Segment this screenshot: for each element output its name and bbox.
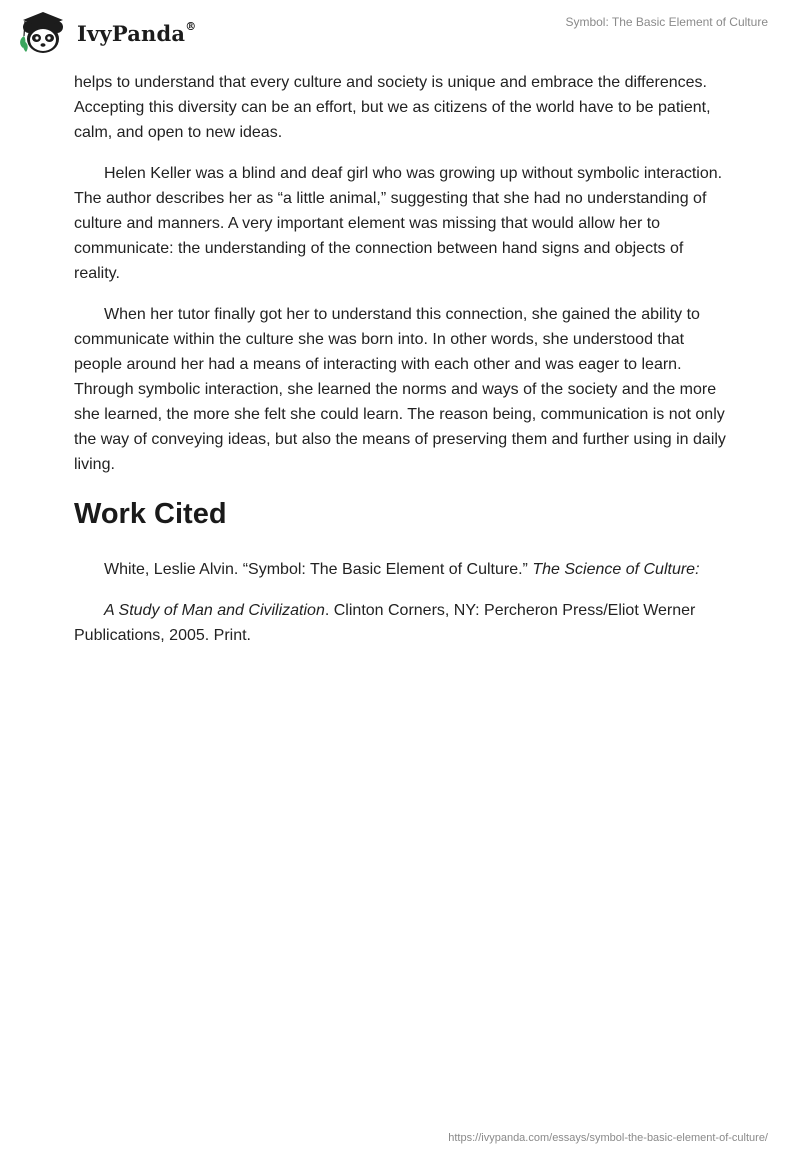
document-title: Symbol: The Basic Element of Culture	[565, 15, 768, 29]
page-header	[0, 0, 800, 62]
brand-name: IvyPanda®	[77, 19, 197, 46]
panda-graduation-cap-icon	[15, 8, 71, 56]
citation-part-2	[74, 598, 730, 648]
citation-2-text: . Clinton Corners, NY: Percheron Press/Eliot Werner Publications, 2005. Print.	[74, 602, 696, 644]
citation-2-italic: A Study of Man and Civilization	[104, 602, 325, 619]
paragraph-3: When her tutor finally got her to understand this connection, she gained the ability to communicate within the culture she was born into. In other words, she understood that people around her had a means of interacting with each other and was eager to learn. Through symbolic interaction, she learned the norms and ways of the society and the more she learned, the more she felt she could learn. The reason being, communication is not only the way of conveying ideas, but also the means of preserving them and further using in daily living.	[74, 306, 726, 473]
citation-part-1	[74, 557, 730, 582]
essay-content	[74, 70, 730, 664]
source-url-link[interactable]: https://ivypanda.com/essays/symbol-the-basic-element-of-culture/	[448, 1132, 768, 1144]
ivypanda-logo[interactable]	[15, 8, 196, 56]
citation-1-italic: The Science of Culture:	[532, 561, 700, 578]
citation-1-text: White, Leslie Alvin. “Symbol: The Basic Element of Culture.”	[104, 561, 533, 578]
paragraph-2: Helen Keller was a blind and deaf girl who was growing up without symbolic interaction. The author describes her as “a little animal,” suggesting that she had no understanding of culture and manners. A very important element was missing that would allow her to communicate: the understanding of the connection between hand signs and objects of reality.	[74, 165, 723, 282]
paragraph-1: helps to understand that every culture and society is unique and embrace the differences. Accepting this diversity can be an effort, but we as citizens of the world have to be patient, calm, and open to new ideas.	[74, 74, 711, 141]
works-cited-heading: Work Cited	[74, 498, 227, 530]
